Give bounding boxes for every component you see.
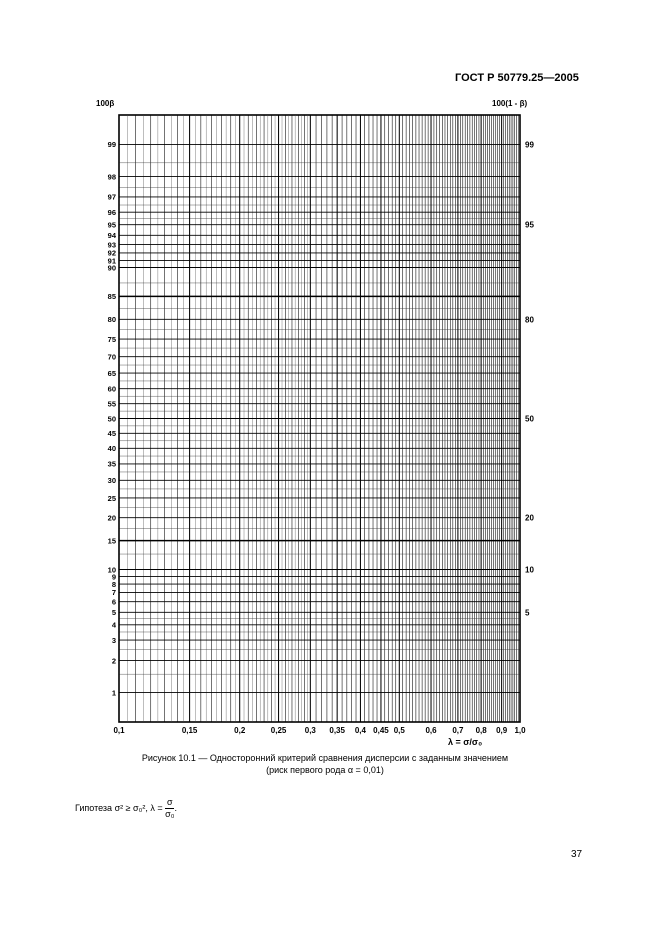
y-left-tick-label: 99 — [107, 140, 116, 150]
page-number: 37 — [571, 849, 583, 860]
y-left-tick-label: 80 — [107, 315, 116, 325]
y-left-tick-label: 40 — [107, 444, 116, 454]
x-tick-label: 1,0 — [514, 726, 526, 735]
y-left-tick-label: 98 — [107, 172, 116, 182]
y-axis-left-label: 100β — [96, 99, 115, 108]
hypothesis-prefix: Гипотеза — [75, 802, 113, 813]
y-left-tick-label: 50 — [107, 414, 116, 424]
y-left-tick-label: 4 — [111, 620, 116, 630]
x-tick-label: 0,6 — [425, 726, 437, 735]
y-left-tick-label: 75 — [107, 334, 116, 344]
y-left-tick-label: 91 — [107, 256, 116, 266]
y-left-tick-label: 60 — [107, 384, 116, 394]
y-right-tick-label: 10 — [525, 565, 534, 575]
y-left-tick-label: 10 — [107, 565, 116, 575]
y-left-tick-label: 25 — [107, 493, 116, 503]
y-left-tick-label: 1 — [111, 688, 116, 698]
y-right-tick-label: 20 — [525, 513, 534, 523]
y-left-tick-label: 97 — [107, 192, 116, 202]
fraction-denominator: σ₀ — [165, 809, 175, 819]
y-right-tick-label: 80 — [525, 315, 534, 325]
y-right-tick-label: 99 — [525, 140, 534, 150]
x-tick-label: 0,9 — [496, 726, 508, 735]
y-left-tick-label: 95 — [107, 220, 116, 230]
y-left-tick-label: 30 — [107, 476, 116, 486]
y-left-tick-label: 5 — [111, 608, 116, 618]
x-tick-label: 0,1 — [113, 726, 125, 735]
y-axis-right-label: 100(1 - β) — [492, 99, 528, 108]
y-right-tick-label: 5 — [525, 608, 530, 618]
y-left-tick-label: 96 — [107, 208, 116, 218]
y-left-tick-label: 90 — [107, 263, 116, 273]
hypothesis-relation: σ² ≥ σ₀² — [114, 802, 146, 813]
y-left-tick-label: 92 — [107, 248, 116, 258]
x-tick-label: 0,7 — [452, 726, 464, 735]
fraction-numerator: σ — [167, 797, 173, 807]
y-left-tick-label: 15 — [107, 536, 116, 546]
y-left-tick-label: 55 — [107, 399, 116, 409]
y-left-tick-label: 65 — [107, 368, 116, 378]
x-tick-label: 0,25 — [270, 726, 287, 735]
y-left-tick-label: 20 — [107, 513, 116, 523]
x-tick-label: 0,2 — [234, 726, 246, 735]
y-right-tick-label: 50 — [525, 414, 534, 424]
x-tick-label: 0,35 — [329, 726, 345, 735]
x-tick-label: 0,45 — [373, 726, 389, 735]
y-right-tick-label: 95 — [525, 220, 534, 230]
y-left-tick-label: 9 — [111, 572, 116, 582]
x-tick-label: 0,8 — [475, 726, 487, 735]
y-left-tick-label: 94 — [107, 231, 116, 241]
y-left-tick-label: 35 — [107, 459, 116, 469]
hypothesis-statement: Гипотеза σ² ≥ σ₀², λ = $\frac{\sigma}{\text{σ₀}}$ . — [75, 797, 177, 819]
x-tick-label: 0,5 — [393, 726, 405, 735]
x-axis-label: λ = σ/σ₀ — [448, 737, 483, 747]
caption-line-1: Рисунок 10.1 — Односторонний критерий сравнения дисперсии с заданным значением — [141, 753, 509, 763]
y-left-tick-label: 8 — [111, 579, 116, 589]
figure-caption — [90, 752, 560, 776]
y-left-tick-label: 3 — [111, 635, 116, 645]
y-left-tick-label: 70 — [107, 352, 116, 362]
x-tick-label: 0,4 — [354, 726, 366, 735]
caption-line-2: (риск первого рода α = 0,01) — [266, 765, 384, 775]
x-tick-label: 0,3 — [304, 726, 316, 735]
lambda-definition: λ = — [150, 802, 163, 813]
y-left-tick-label: 45 — [107, 429, 116, 439]
y-left-tick-label: 93 — [107, 240, 116, 250]
document-code: ГОСТ Р 50779.25—2005 — [455, 72, 579, 84]
x-tick-label: 0,15 — [181, 726, 198, 735]
y-left-tick-label: 85 — [107, 292, 116, 302]
y-left-tick-label: 2 — [111, 656, 116, 666]
y-left-tick-label: 6 — [111, 597, 116, 607]
y-left-tick-label: 7 — [111, 588, 116, 598]
